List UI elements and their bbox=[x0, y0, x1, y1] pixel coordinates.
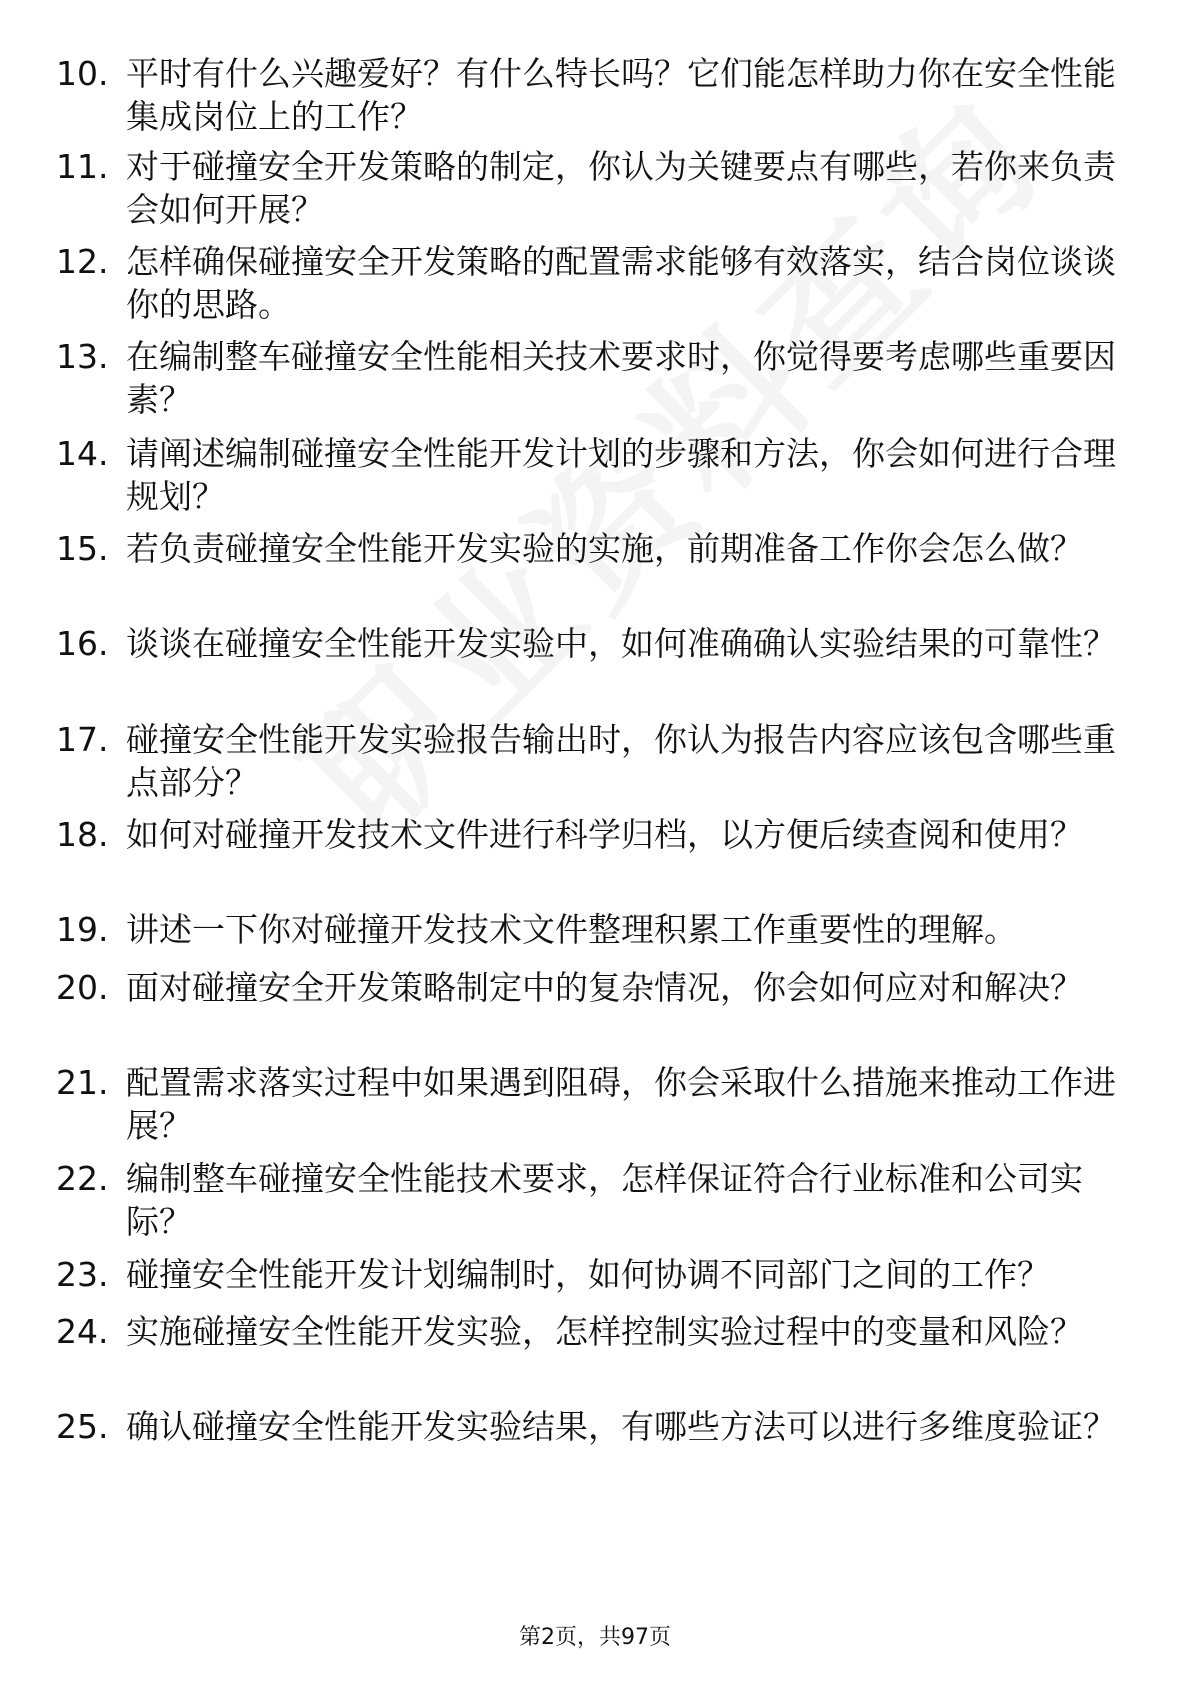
question-number: 15. bbox=[56, 529, 109, 568]
question-number: 19. bbox=[56, 910, 109, 949]
question-number: 16. bbox=[56, 624, 109, 663]
question-number: 18. bbox=[56, 815, 109, 854]
question-number: 23. bbox=[56, 1255, 109, 1294]
question-number: 14. bbox=[56, 434, 109, 473]
question-number: 20. bbox=[56, 968, 109, 1007]
question-number: 25. bbox=[56, 1407, 109, 1446]
question-number: 22. bbox=[56, 1159, 109, 1198]
question-text: 对于碰撞安全开发策略的制定，你认为关键要点有哪些，若你来负责会如何开展？ bbox=[126, 147, 1116, 229]
question-number: 17. bbox=[56, 720, 109, 759]
question-number: 21. bbox=[56, 1063, 109, 1102]
question-text: 如何对碰撞开发技术文件进行科学归档，以方便后续查阅和使用？ bbox=[126, 815, 1083, 854]
question-text: 面对碰撞安全开发策略制定中的复杂情况，你会如何应对和解决？ bbox=[126, 968, 1083, 1007]
question-text: 在编制整车碰撞安全性能相关技术要求时，你觉得要考虑哪些重要因素？ bbox=[126, 337, 1116, 419]
question-text: 怎样确保碰撞安全开发策略的配置需求能够有效落实，结合岗位谈谈你的思路。 bbox=[126, 242, 1116, 324]
page-number: 第2页，共97页 bbox=[519, 1625, 671, 1650]
question-text: 谈谈在碰撞安全性能开发实验中，如何准确确认实验结果的可靠性？ bbox=[126, 624, 1116, 663]
question-number: 12. bbox=[56, 242, 109, 281]
question-text: 碰撞安全性能开发实验报告输出时，你认为报告内容应该包含哪些重点部分？ bbox=[126, 720, 1116, 802]
question-text: 平时有什么兴趣爱好？有什么特长吗？它们能怎样助力你在安全性能集成岗位上的工作？ bbox=[126, 54, 1116, 136]
question-text: 实施碰撞安全性能开发实验，怎样控制实验过程中的变量和风险？ bbox=[126, 1312, 1083, 1351]
question-text: 若负责碰撞安全性能开发实验的实施，前期准备工作你会怎么做？ bbox=[126, 529, 1083, 568]
question-text: 请阐述编制碰撞安全性能开发计划的步骤和方法，你会如何进行合理规划？ bbox=[126, 434, 1116, 516]
question-number: 13. bbox=[56, 337, 109, 376]
question-text: 碰撞安全性能开发计划编制时，如何协调不同部门之间的工作？ bbox=[126, 1255, 1050, 1294]
question-text: 讲述一下你对碰撞开发技术文件整理积累工作重要性的理解。 bbox=[126, 910, 1017, 949]
question-number: 11. bbox=[56, 147, 109, 186]
question-number: 10. bbox=[56, 54, 109, 93]
question-text: 配置需求落实过程中如果遇到阻碍，你会采取什么措施来推动工作进展？ bbox=[126, 1063, 1116, 1145]
question-text: 确认碰撞安全性能开发实验结果，有哪些方法可以进行多维度验证？ bbox=[126, 1407, 1116, 1446]
question-text: 编制整车碰撞安全性能技术要求，怎样保证符合行业标准和公司实际？ bbox=[126, 1159, 1083, 1241]
question-number: 24. bbox=[56, 1312, 109, 1351]
